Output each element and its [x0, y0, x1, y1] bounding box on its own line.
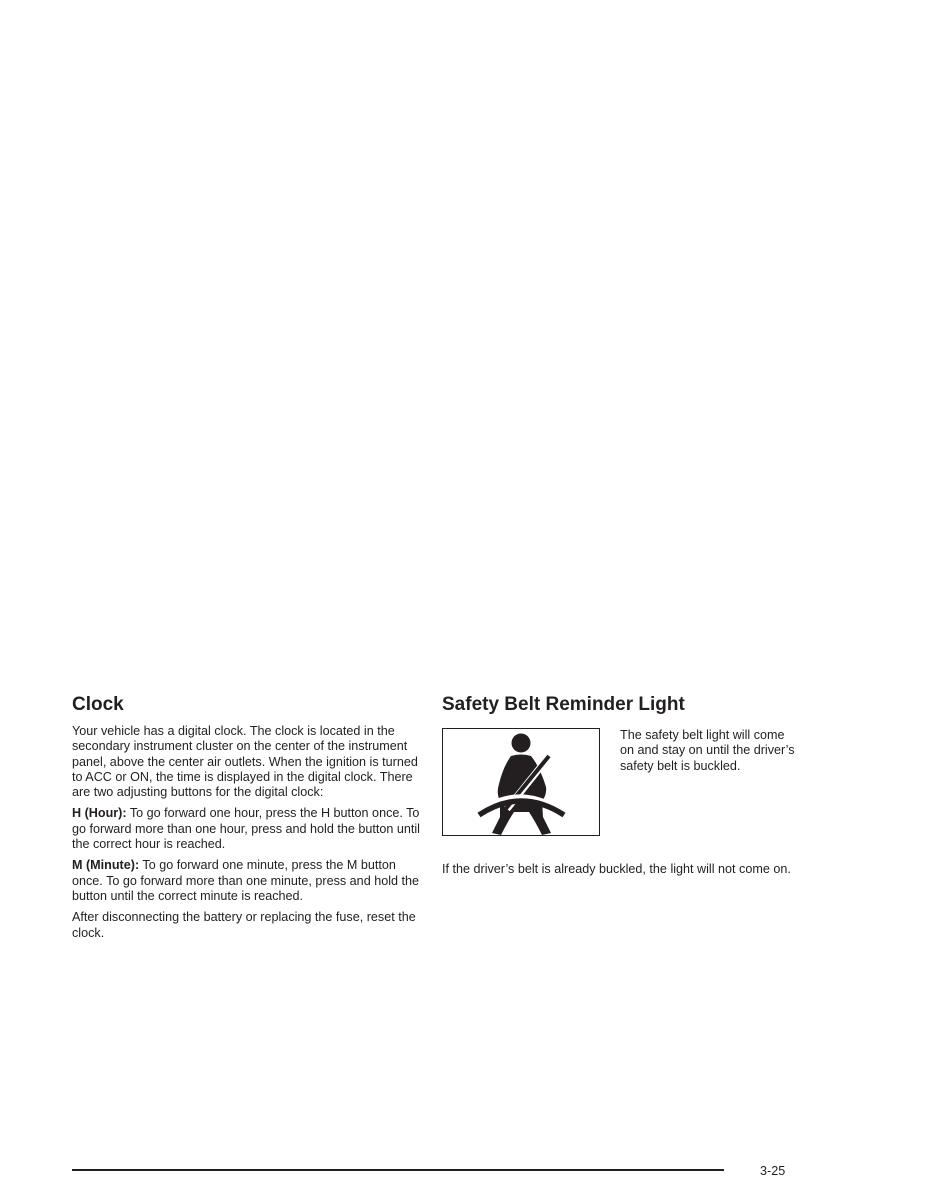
safety-belt-note: If the driver’s belt is already buckled, the light will not come on.: [442, 862, 791, 876]
minute-text: To go forward one minute, press the M button once. To go forward more than one minute, press and hold the button until the correct minute is reached.: [72, 858, 420, 903]
hour-text: To go forward one hour, press the H button once. To go forward more than one hour, press and hold the button until the correct hour is reached.: [72, 806, 420, 852]
safety-belt-figure: [442, 728, 795, 845]
clock-intro: Your vehicle has a digital clock. The clock is located in the secondary instrument cluster on the center of the instrument panel, above the center air outlets. When the ignition is turned to ACC or ON, the time is displayed in the digital clock. There are two adjusting buttons for the digital clock:: [72, 724, 418, 800]
page-number: 3-25: [760, 1164, 786, 1178]
clock-reset-note: After disconnecting the battery or replacing the fuse, reset the clock.: [72, 910, 416, 940]
footer-rule: [72, 1169, 724, 1171]
minute-term: M (Minute):: [72, 858, 140, 873]
hour-instruction: [72, 806, 424, 852]
safety-belt-caption-box: [620, 728, 795, 774]
clock-section: [72, 693, 424, 947]
safety-belt-caption: The safety belt light will come on and stay on until the driver’s safety belt is buckled.: [620, 728, 795, 773]
hour-term: H (Hour):: [72, 806, 127, 821]
seatbelt-icon: [443, 729, 601, 837]
safety-belt-section: [442, 693, 795, 883]
safety-belt-heading: Safety Belt Reminder Light: [442, 694, 685, 715]
seatbelt-icon-frame: [442, 728, 600, 836]
clock-heading: Clock: [72, 694, 124, 715]
minute-instruction: [72, 858, 424, 904]
